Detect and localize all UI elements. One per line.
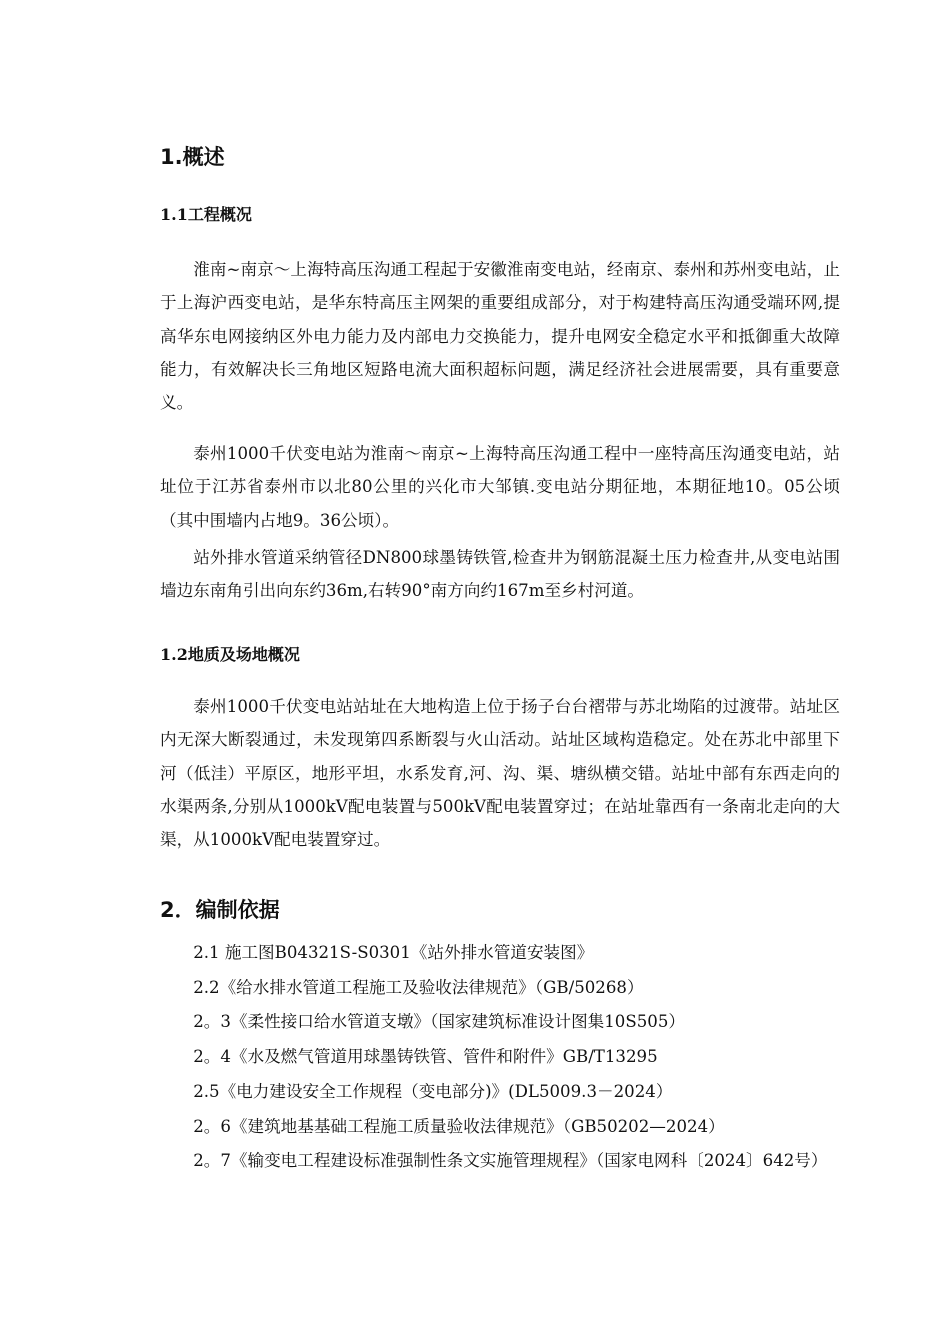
paragraph-drainage-pipe: 站外排水管道采纳管径DN800球墨铸铁管,检查井为钢筋混凝土压力检查井,从变电站围墙边东南角引出向东约36m,右转90°南方向约167m至乡村河道。: [160, 548, 840, 601]
reference-item: 2。4《水及燃气管道用球墨铸铁管、管件和附件》GB/T13295: [193, 1047, 658, 1067]
paragraph-geology: 泰州1000千伏变电站站址在大地构造上位于扬子台台褶带与苏北坳陷的过渡带。站址区内无深大断裂通过，未发现第四系断裂与火山活动。站址区域构造稳定。处在苏北中部里下河（低洼）平原区，地形平坦，水系发育,河、沟、渠、塘纵横交错。站址中部有东西走向的水渠两条,分别从1000kV配电装置与500kV配电装置穿过；在站址靠西有一条南北走向的大渠，从1000kV配电装置穿过。: [160, 697, 840, 850]
reference-item: 2.1 施工图B04321S-S0301《站外排水管道安装图》: [193, 943, 594, 962]
reference-list: [160, 936, 840, 1179]
paragraph-substation-location: 泰州1000千伏变电站为淮南～南京~上海特高压沟通工程中一座特高压沟通变电站，站址位于江苏省泰州市以北80公里的兴化市大邹镇.变电站分期征地，本期征地10。05公顷（其中围墙内占地9。36公顷）。: [160, 444, 840, 530]
subsection-heading-geology: 1.2地质及场地概况: [160, 645, 300, 664]
reference-item: 2。3《柔性接口给水管道支墩》（国家建筑标准设计图集10S505）: [193, 1012, 685, 1032]
subsection-heading-project-overview: 1.1工程概况: [160, 205, 252, 224]
section-heading-overview: 1.概述: [160, 145, 225, 169]
section-heading-basis: 2．编制依据: [160, 898, 280, 922]
reference-item: 2。6《建筑地基基础工程施工质量验收法律规范》（GB50202—2024）: [193, 1116, 725, 1136]
paragraph-project-intro: 淮南~南京～上海特高压沟通工程起于安徽淮南变电站，经南京、泰州和苏州变电站，止于上海沪西变电站，是华东特高压主网架的重要组成部分，对于构建特高压沟通受端环网,提高华东电网接纳区外电力能力及内部电力交换能力，提升电网安全稳定水平和抵御重大故障能力，有效解决长三角地区短路电流大面积超标问题，满足经济社会进展需要，具有重要意义。: [160, 260, 840, 413]
reference-item: 2.5《电力建设安全工作规程（变电部分)》(DL5009.3－2024）: [193, 1081, 673, 1101]
reference-item: 2。7《输变电工程建设标准强制性条文实施管理规程》（国家电网科〔2024〕642号）: [193, 1151, 828, 1171]
reference-item: 2.2《给水排水管道工程施工及验收法律规范》（GB/50268）: [193, 977, 644, 997]
